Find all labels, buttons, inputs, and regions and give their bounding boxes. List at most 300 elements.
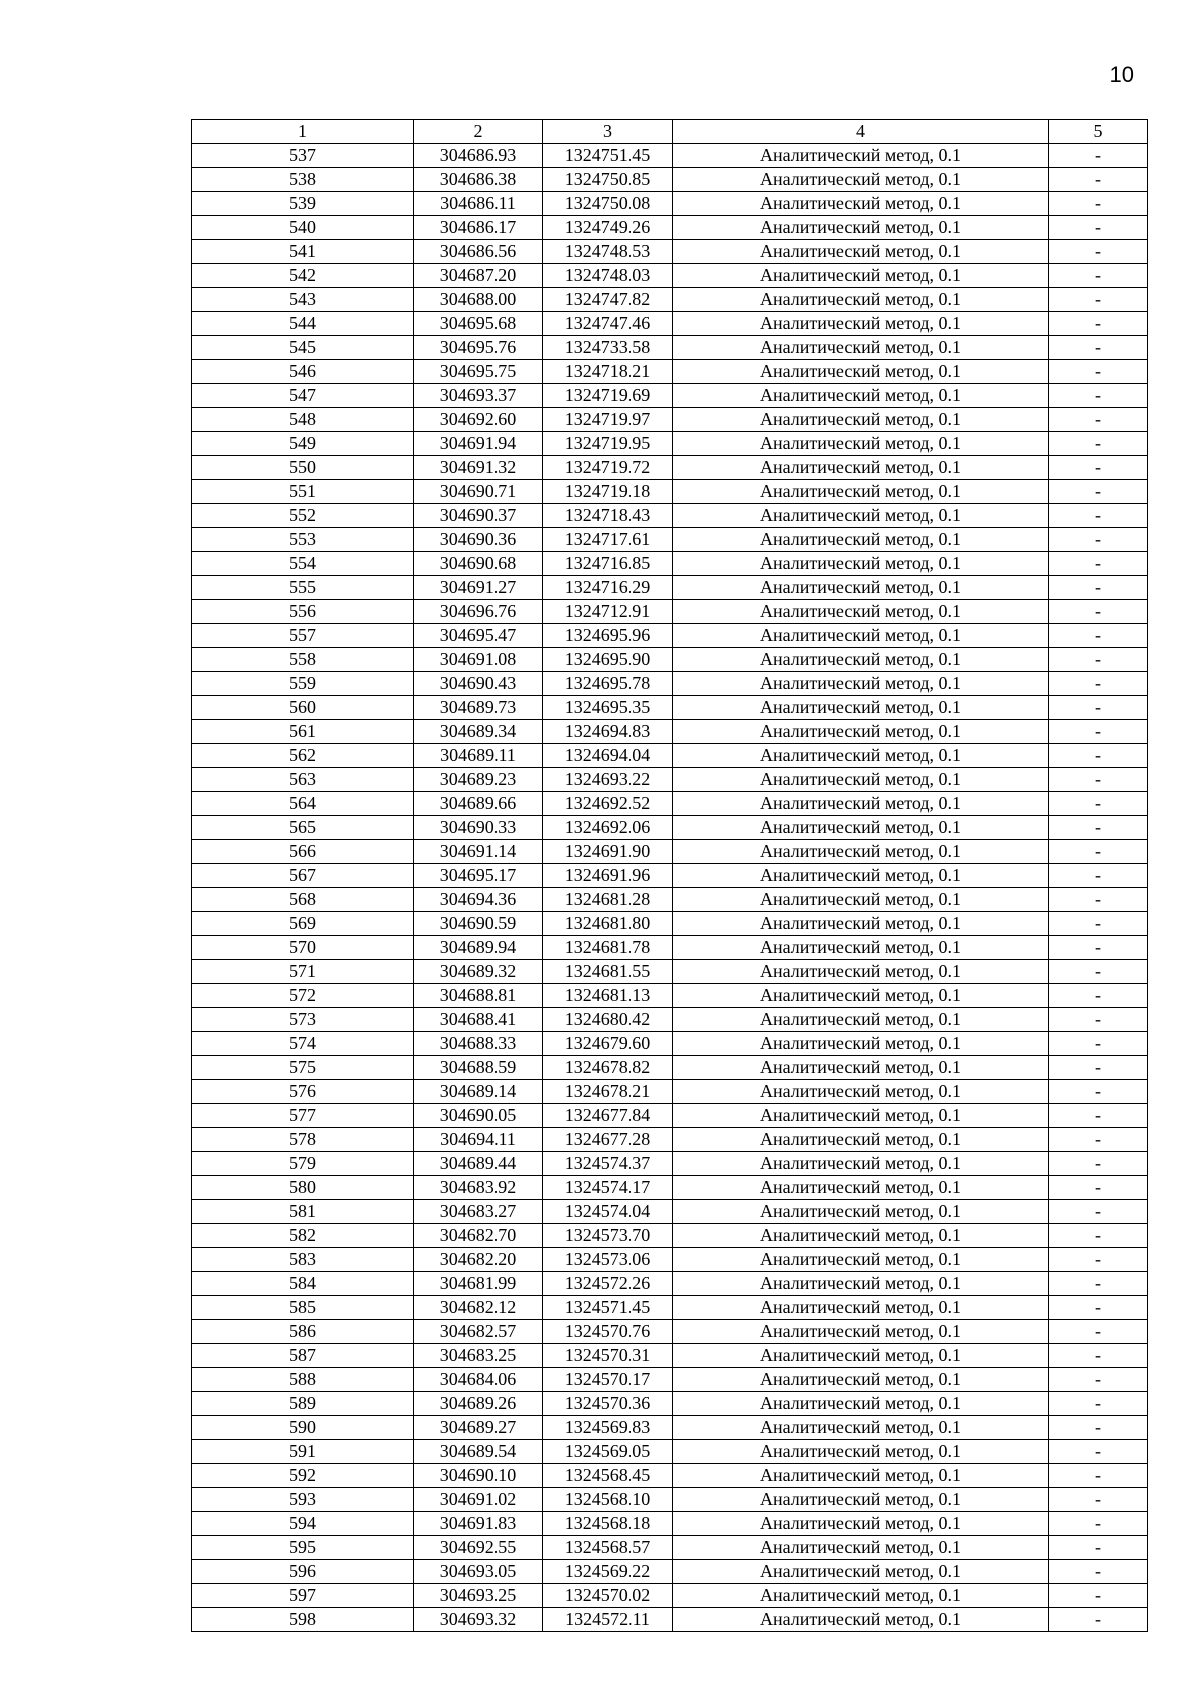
y-coordinate-cell: 1324570.76	[543, 1320, 673, 1344]
y-coordinate-cell: 1324695.90	[543, 648, 673, 672]
table-row	[192, 816, 1148, 840]
method-cell: Аналитический метод, 0.1	[673, 360, 1049, 384]
note-cell: -	[1049, 1104, 1148, 1128]
point-number-cell: 576	[192, 1080, 414, 1104]
x-coordinate-cell: 304695.76	[414, 336, 543, 360]
point-number-cell: 545	[192, 336, 414, 360]
method-cell: Аналитический метод, 0.1	[673, 792, 1049, 816]
y-coordinate-cell: 1324678.21	[543, 1080, 673, 1104]
method-cell: Аналитический метод, 0.1	[673, 528, 1049, 552]
y-coordinate-cell: 1324570.36	[543, 1392, 673, 1416]
method-cell: Аналитический метод, 0.1	[673, 456, 1049, 480]
table-row	[192, 576, 1148, 600]
table-row	[192, 528, 1148, 552]
note-cell: -	[1049, 1272, 1148, 1296]
x-coordinate-cell: 304683.25	[414, 1344, 543, 1368]
y-coordinate-cell: 1324568.10	[543, 1488, 673, 1512]
table-row	[192, 840, 1148, 864]
point-number-cell: 559	[192, 672, 414, 696]
x-coordinate-cell: 304682.12	[414, 1296, 543, 1320]
table-row	[192, 1176, 1148, 1200]
note-cell: -	[1049, 816, 1148, 840]
y-coordinate-cell: 1324677.28	[543, 1128, 673, 1152]
method-cell: Аналитический метод, 0.1	[673, 312, 1049, 336]
note-cell: -	[1049, 144, 1148, 168]
method-cell: Аналитический метод, 0.1	[673, 408, 1049, 432]
note-cell: -	[1049, 1200, 1148, 1224]
method-cell: Аналитический метод, 0.1	[673, 1008, 1049, 1032]
note-cell: -	[1049, 1512, 1148, 1536]
y-coordinate-cell: 1324748.03	[543, 264, 673, 288]
y-coordinate-cell: 1324574.04	[543, 1200, 673, 1224]
point-number-cell: 588	[192, 1368, 414, 1392]
y-coordinate-cell: 1324719.95	[543, 432, 673, 456]
method-cell: Аналитический метод, 0.1	[673, 1368, 1049, 1392]
point-number-cell: 561	[192, 720, 414, 744]
x-coordinate-cell: 304691.32	[414, 456, 543, 480]
table-row	[192, 1320, 1148, 1344]
note-cell: -	[1049, 240, 1148, 264]
table-row	[192, 1416, 1148, 1440]
x-coordinate-cell: 304687.20	[414, 264, 543, 288]
table-row	[192, 1560, 1148, 1584]
method-cell: Аналитический метод, 0.1	[673, 720, 1049, 744]
note-cell: -	[1049, 768, 1148, 792]
y-coordinate-cell: 1324750.08	[543, 192, 673, 216]
note-cell: -	[1049, 888, 1148, 912]
x-coordinate-cell: 304691.83	[414, 1512, 543, 1536]
y-coordinate-cell: 1324691.90	[543, 840, 673, 864]
x-coordinate-cell: 304686.11	[414, 192, 543, 216]
method-cell: Аналитический метод, 0.1	[673, 1608, 1049, 1632]
note-cell: -	[1049, 1032, 1148, 1056]
method-cell: Аналитический метод, 0.1	[673, 552, 1049, 576]
y-coordinate-cell: 1324572.26	[543, 1272, 673, 1296]
y-coordinate-cell: 1324694.04	[543, 744, 673, 768]
y-coordinate-cell: 1324569.22	[543, 1560, 673, 1584]
point-number-cell: 564	[192, 792, 414, 816]
method-cell: Аналитический метод, 0.1	[673, 768, 1049, 792]
method-cell: Аналитический метод, 0.1	[673, 240, 1049, 264]
x-coordinate-cell: 304688.00	[414, 288, 543, 312]
method-cell: Аналитический метод, 0.1	[673, 1344, 1049, 1368]
y-coordinate-cell: 1324692.06	[543, 816, 673, 840]
x-coordinate-cell: 304683.92	[414, 1176, 543, 1200]
note-cell: -	[1049, 576, 1148, 600]
table-row	[192, 864, 1148, 888]
x-coordinate-cell: 304681.99	[414, 1272, 543, 1296]
x-coordinate-cell: 304684.06	[414, 1368, 543, 1392]
note-cell: -	[1049, 672, 1148, 696]
point-number-cell: 589	[192, 1392, 414, 1416]
point-number-cell: 556	[192, 600, 414, 624]
method-cell: Аналитический метод, 0.1	[673, 864, 1049, 888]
point-number-cell: 579	[192, 1152, 414, 1176]
x-coordinate-cell: 304686.17	[414, 216, 543, 240]
coordinates-table	[191, 119, 1148, 1632]
point-number-cell: 544	[192, 312, 414, 336]
y-coordinate-cell: 1324747.46	[543, 312, 673, 336]
y-coordinate-cell: 1324681.55	[543, 960, 673, 984]
point-number-cell: 578	[192, 1128, 414, 1152]
column-header-5: 5	[1049, 120, 1148, 144]
point-number-cell: 539	[192, 192, 414, 216]
method-cell: Аналитический метод, 0.1	[673, 1464, 1049, 1488]
y-coordinate-cell: 1324716.85	[543, 552, 673, 576]
table-row	[192, 1512, 1148, 1536]
column-header-1: 1	[192, 120, 414, 144]
x-coordinate-cell: 304691.94	[414, 432, 543, 456]
point-number-cell: 595	[192, 1536, 414, 1560]
x-coordinate-cell: 304689.44	[414, 1152, 543, 1176]
method-cell: Аналитический метод, 0.1	[673, 1440, 1049, 1464]
note-cell: -	[1049, 720, 1148, 744]
y-coordinate-cell: 1324677.84	[543, 1104, 673, 1128]
x-coordinate-cell: 304682.70	[414, 1224, 543, 1248]
point-number-cell: 555	[192, 576, 414, 600]
x-coordinate-cell: 304689.27	[414, 1416, 543, 1440]
x-coordinate-cell: 304682.57	[414, 1320, 543, 1344]
note-cell: -	[1049, 1152, 1148, 1176]
y-coordinate-cell: 1324719.97	[543, 408, 673, 432]
y-coordinate-cell: 1324679.60	[543, 1032, 673, 1056]
y-coordinate-cell: 1324712.91	[543, 600, 673, 624]
x-coordinate-cell: 304693.37	[414, 384, 543, 408]
method-cell: Аналитический метод, 0.1	[673, 576, 1049, 600]
y-coordinate-cell: 1324572.11	[543, 1608, 673, 1632]
x-coordinate-cell: 304692.60	[414, 408, 543, 432]
point-number-cell: 591	[192, 1440, 414, 1464]
x-coordinate-cell: 304689.14	[414, 1080, 543, 1104]
table-row	[192, 696, 1148, 720]
x-coordinate-cell: 304691.02	[414, 1488, 543, 1512]
y-coordinate-cell: 1324568.18	[543, 1512, 673, 1536]
table-row	[192, 1440, 1148, 1464]
note-cell: -	[1049, 600, 1148, 624]
note-cell: -	[1049, 504, 1148, 528]
point-number-cell: 587	[192, 1344, 414, 1368]
point-number-cell: 575	[192, 1056, 414, 1080]
point-number-cell: 565	[192, 816, 414, 840]
table-row	[192, 1296, 1148, 1320]
note-cell: -	[1049, 336, 1148, 360]
method-cell: Аналитический метод, 0.1	[673, 1248, 1049, 1272]
y-coordinate-cell: 1324570.17	[543, 1368, 673, 1392]
method-cell: Аналитический метод, 0.1	[673, 984, 1049, 1008]
column-header-4: 4	[673, 120, 1049, 144]
method-cell: Аналитический метод, 0.1	[673, 744, 1049, 768]
method-cell: Аналитический метод, 0.1	[673, 816, 1049, 840]
table-row	[192, 456, 1148, 480]
point-number-cell: 541	[192, 240, 414, 264]
point-number-cell: 572	[192, 984, 414, 1008]
note-cell: -	[1049, 1296, 1148, 1320]
y-coordinate-cell: 1324680.42	[543, 1008, 673, 1032]
x-coordinate-cell: 304691.27	[414, 576, 543, 600]
method-cell: Аналитический метод, 0.1	[673, 960, 1049, 984]
note-cell: -	[1049, 1344, 1148, 1368]
x-coordinate-cell: 304695.47	[414, 624, 543, 648]
note-cell: -	[1049, 432, 1148, 456]
x-coordinate-cell: 304691.14	[414, 840, 543, 864]
x-coordinate-cell: 304683.27	[414, 1200, 543, 1224]
y-coordinate-cell: 1324718.21	[543, 360, 673, 384]
method-cell: Аналитический метод, 0.1	[673, 600, 1049, 624]
y-coordinate-cell: 1324574.17	[543, 1176, 673, 1200]
method-cell: Аналитический метод, 0.1	[673, 1152, 1049, 1176]
method-cell: Аналитический метод, 0.1	[673, 216, 1049, 240]
note-cell: -	[1049, 360, 1148, 384]
note-cell: -	[1049, 1128, 1148, 1152]
column-header-3: 3	[543, 120, 673, 144]
method-cell: Аналитический метод, 0.1	[673, 384, 1049, 408]
y-coordinate-cell: 1324693.22	[543, 768, 673, 792]
x-coordinate-cell: 304690.43	[414, 672, 543, 696]
table-row	[192, 600, 1148, 624]
point-number-cell: 590	[192, 1416, 414, 1440]
table-row	[192, 168, 1148, 192]
method-cell: Аналитический метод, 0.1	[673, 1296, 1049, 1320]
point-number-cell: 573	[192, 1008, 414, 1032]
y-coordinate-cell: 1324719.18	[543, 480, 673, 504]
x-coordinate-cell: 304695.75	[414, 360, 543, 384]
table-row	[192, 912, 1148, 936]
table-row	[192, 1392, 1148, 1416]
note-cell: -	[1049, 264, 1148, 288]
x-coordinate-cell: 304693.25	[414, 1584, 543, 1608]
point-number-cell: 543	[192, 288, 414, 312]
y-coordinate-cell: 1324568.45	[543, 1464, 673, 1488]
note-cell: -	[1049, 648, 1148, 672]
table-row	[192, 1536, 1148, 1560]
note-cell: -	[1049, 1416, 1148, 1440]
point-number-cell: 552	[192, 504, 414, 528]
note-cell: -	[1049, 864, 1148, 888]
table-row	[192, 1104, 1148, 1128]
point-number-cell: 549	[192, 432, 414, 456]
table-row	[192, 360, 1148, 384]
x-coordinate-cell: 304689.32	[414, 960, 543, 984]
table-header	[192, 120, 1148, 144]
table-row	[192, 624, 1148, 648]
x-coordinate-cell: 304693.05	[414, 1560, 543, 1584]
note-cell: -	[1049, 696, 1148, 720]
note-cell: -	[1049, 456, 1148, 480]
method-cell: Аналитический метод, 0.1	[673, 144, 1049, 168]
x-coordinate-cell: 304691.08	[414, 648, 543, 672]
point-number-cell: 594	[192, 1512, 414, 1536]
table-row	[192, 1368, 1148, 1392]
x-coordinate-cell: 304688.59	[414, 1056, 543, 1080]
method-cell: Аналитический метод, 0.1	[673, 1560, 1049, 1584]
y-coordinate-cell: 1324569.83	[543, 1416, 673, 1440]
note-cell: -	[1049, 744, 1148, 768]
header-row	[192, 120, 1148, 144]
method-cell: Аналитический метод, 0.1	[673, 480, 1049, 504]
y-coordinate-cell: 1324716.29	[543, 576, 673, 600]
y-coordinate-cell: 1324749.26	[543, 216, 673, 240]
table-row	[192, 264, 1148, 288]
y-coordinate-cell: 1324569.05	[543, 1440, 673, 1464]
y-coordinate-cell: 1324573.70	[543, 1224, 673, 1248]
point-number-cell: 551	[192, 480, 414, 504]
x-coordinate-cell: 304682.20	[414, 1248, 543, 1272]
point-number-cell: 562	[192, 744, 414, 768]
page-number: 10	[1109, 62, 1134, 87]
point-number-cell: 542	[192, 264, 414, 288]
y-coordinate-cell: 1324695.96	[543, 624, 673, 648]
y-coordinate-cell: 1324750.85	[543, 168, 673, 192]
x-coordinate-cell: 304689.94	[414, 936, 543, 960]
point-number-cell: 593	[192, 1488, 414, 1512]
x-coordinate-cell: 304689.11	[414, 744, 543, 768]
note-cell: -	[1049, 216, 1148, 240]
table-row	[192, 504, 1148, 528]
point-number-cell: 540	[192, 216, 414, 240]
x-coordinate-cell: 304690.71	[414, 480, 543, 504]
x-coordinate-cell: 304686.56	[414, 240, 543, 264]
y-coordinate-cell: 1324570.02	[543, 1584, 673, 1608]
note-cell: -	[1049, 384, 1148, 408]
point-number-cell: 570	[192, 936, 414, 960]
method-cell: Аналитический метод, 0.1	[673, 1392, 1049, 1416]
y-coordinate-cell: 1324719.72	[543, 456, 673, 480]
table-row	[192, 432, 1148, 456]
method-cell: Аналитический метод, 0.1	[673, 624, 1049, 648]
table-row	[192, 1056, 1148, 1080]
note-cell: -	[1049, 1560, 1148, 1584]
y-coordinate-cell: 1324695.35	[543, 696, 673, 720]
x-coordinate-cell: 304693.32	[414, 1608, 543, 1632]
note-cell: -	[1049, 1080, 1148, 1104]
note-cell: -	[1049, 1320, 1148, 1344]
point-number-cell: 597	[192, 1584, 414, 1608]
point-number-cell: 538	[192, 168, 414, 192]
table-row	[192, 384, 1148, 408]
y-coordinate-cell: 1324748.53	[543, 240, 673, 264]
table-row	[192, 552, 1148, 576]
y-coordinate-cell: 1324751.45	[543, 144, 673, 168]
note-cell: -	[1049, 192, 1148, 216]
table-row	[192, 720, 1148, 744]
y-coordinate-cell: 1324681.13	[543, 984, 673, 1008]
method-cell: Аналитический метод, 0.1	[673, 288, 1049, 312]
table-row	[192, 408, 1148, 432]
x-coordinate-cell: 304689.34	[414, 720, 543, 744]
point-number-cell: 547	[192, 384, 414, 408]
y-coordinate-cell: 1324681.28	[543, 888, 673, 912]
table-row	[192, 936, 1148, 960]
point-number-cell: 563	[192, 768, 414, 792]
point-number-cell: 553	[192, 528, 414, 552]
y-coordinate-cell: 1324570.31	[543, 1344, 673, 1368]
point-number-cell: 568	[192, 888, 414, 912]
note-cell: -	[1049, 936, 1148, 960]
method-cell: Аналитический метод, 0.1	[673, 840, 1049, 864]
x-coordinate-cell: 304690.68	[414, 552, 543, 576]
table-row	[192, 1608, 1148, 1632]
point-number-cell: 577	[192, 1104, 414, 1128]
y-coordinate-cell: 1324733.58	[543, 336, 673, 360]
x-coordinate-cell: 304695.68	[414, 312, 543, 336]
table-row	[192, 1152, 1148, 1176]
point-number-cell: 550	[192, 456, 414, 480]
point-number-cell: 574	[192, 1032, 414, 1056]
note-cell: -	[1049, 1608, 1148, 1632]
table-row	[192, 216, 1148, 240]
table-row	[192, 1488, 1148, 1512]
method-cell: Аналитический метод, 0.1	[673, 1128, 1049, 1152]
y-coordinate-cell: 1324694.83	[543, 720, 673, 744]
method-cell: Аналитический метод, 0.1	[673, 1224, 1049, 1248]
table-row	[192, 1272, 1148, 1296]
table-row	[192, 1344, 1148, 1368]
y-coordinate-cell: 1324574.37	[543, 1152, 673, 1176]
method-cell: Аналитический метод, 0.1	[673, 672, 1049, 696]
table-row	[192, 1128, 1148, 1152]
method-cell: Аналитический метод, 0.1	[673, 1104, 1049, 1128]
x-coordinate-cell: 304686.38	[414, 168, 543, 192]
x-coordinate-cell: 304688.41	[414, 1008, 543, 1032]
note-cell: -	[1049, 624, 1148, 648]
method-cell: Аналитический метод, 0.1	[673, 264, 1049, 288]
y-coordinate-cell: 1324691.96	[543, 864, 673, 888]
note-cell: -	[1049, 1440, 1148, 1464]
method-cell: Аналитический метод, 0.1	[673, 1584, 1049, 1608]
y-coordinate-cell: 1324719.69	[543, 384, 673, 408]
x-coordinate-cell: 304696.76	[414, 600, 543, 624]
point-number-cell: 598	[192, 1608, 414, 1632]
table-row	[192, 192, 1148, 216]
table-row	[192, 768, 1148, 792]
method-cell: Аналитический метод, 0.1	[673, 192, 1049, 216]
point-number-cell: 586	[192, 1320, 414, 1344]
point-number-cell: 554	[192, 552, 414, 576]
x-coordinate-cell: 304694.36	[414, 888, 543, 912]
method-cell: Аналитический метод, 0.1	[673, 1056, 1049, 1080]
point-number-cell: 566	[192, 840, 414, 864]
x-coordinate-cell: 304689.54	[414, 1440, 543, 1464]
table-row	[192, 648, 1148, 672]
point-number-cell: 584	[192, 1272, 414, 1296]
note-cell: -	[1049, 480, 1148, 504]
method-cell: Аналитический метод, 0.1	[673, 432, 1049, 456]
table-row	[192, 240, 1148, 264]
x-coordinate-cell: 304686.93	[414, 144, 543, 168]
table-row	[192, 888, 1148, 912]
table-row	[192, 1248, 1148, 1272]
note-cell: -	[1049, 528, 1148, 552]
method-cell: Аналитический метод, 0.1	[673, 336, 1049, 360]
x-coordinate-cell: 304690.05	[414, 1104, 543, 1128]
note-cell: -	[1049, 1224, 1148, 1248]
table-row	[192, 792, 1148, 816]
note-cell: -	[1049, 168, 1148, 192]
method-cell: Аналитический метод, 0.1	[673, 1512, 1049, 1536]
point-number-cell: 582	[192, 1224, 414, 1248]
x-coordinate-cell: 304688.81	[414, 984, 543, 1008]
x-coordinate-cell: 304689.66	[414, 792, 543, 816]
y-coordinate-cell: 1324692.52	[543, 792, 673, 816]
x-coordinate-cell: 304689.73	[414, 696, 543, 720]
y-coordinate-cell: 1324718.43	[543, 504, 673, 528]
x-coordinate-cell: 304690.37	[414, 504, 543, 528]
y-coordinate-cell: 1324747.82	[543, 288, 673, 312]
table-row	[192, 960, 1148, 984]
note-cell: -	[1049, 552, 1148, 576]
point-number-cell: 585	[192, 1296, 414, 1320]
note-cell: -	[1049, 792, 1148, 816]
